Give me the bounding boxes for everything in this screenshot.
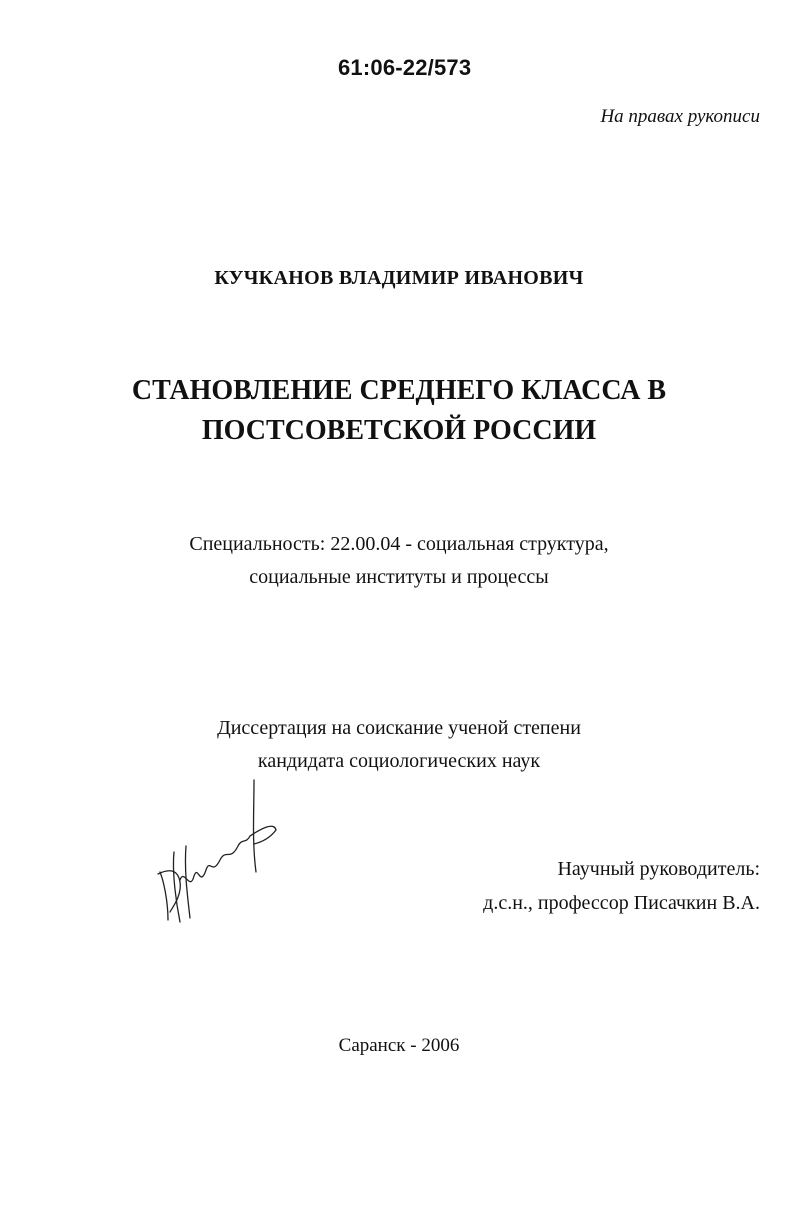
supervisor-block bbox=[483, 852, 760, 920]
manuscript-note: На правах рукописи bbox=[600, 106, 760, 127]
supervisor-name: д.с.н., профессор Писачкин В.А. bbox=[483, 892, 760, 914]
signature-mark bbox=[150, 772, 290, 932]
signature-stroke-main bbox=[158, 836, 250, 920]
title-line-2: ПОСТСОВЕТСКОЙ РОССИИ bbox=[201, 415, 597, 446]
catalog-number: 61:06-22/573 bbox=[338, 55, 472, 80]
signature-stroke-loop bbox=[173, 846, 190, 922]
degree-block bbox=[0, 712, 798, 778]
specialty-line-1: Специальность: 22.00.04 - социальная структура, bbox=[189, 533, 609, 555]
specialty-line-2: социальные институты и процессы bbox=[249, 566, 549, 588]
signature-stroke-flourish bbox=[250, 780, 276, 872]
specialty-block bbox=[0, 528, 798, 594]
supervisor-label: Научный руководитель: bbox=[557, 858, 760, 880]
degree-line-1: Диссертация на соискание ученой степени bbox=[217, 717, 581, 739]
city-year: Саранск - 2006 bbox=[338, 1035, 460, 1056]
degree-line-2: кандидата социологических наук bbox=[257, 750, 541, 772]
title-line-1: СТАНОВЛЕНИЕ СРЕДНЕГО КЛАССА В bbox=[131, 375, 667, 406]
dissertation-title bbox=[0, 371, 798, 451]
author-name: КУЧКАНОВ ВЛАДИМИР ИВАНОВИЧ bbox=[214, 267, 584, 289]
